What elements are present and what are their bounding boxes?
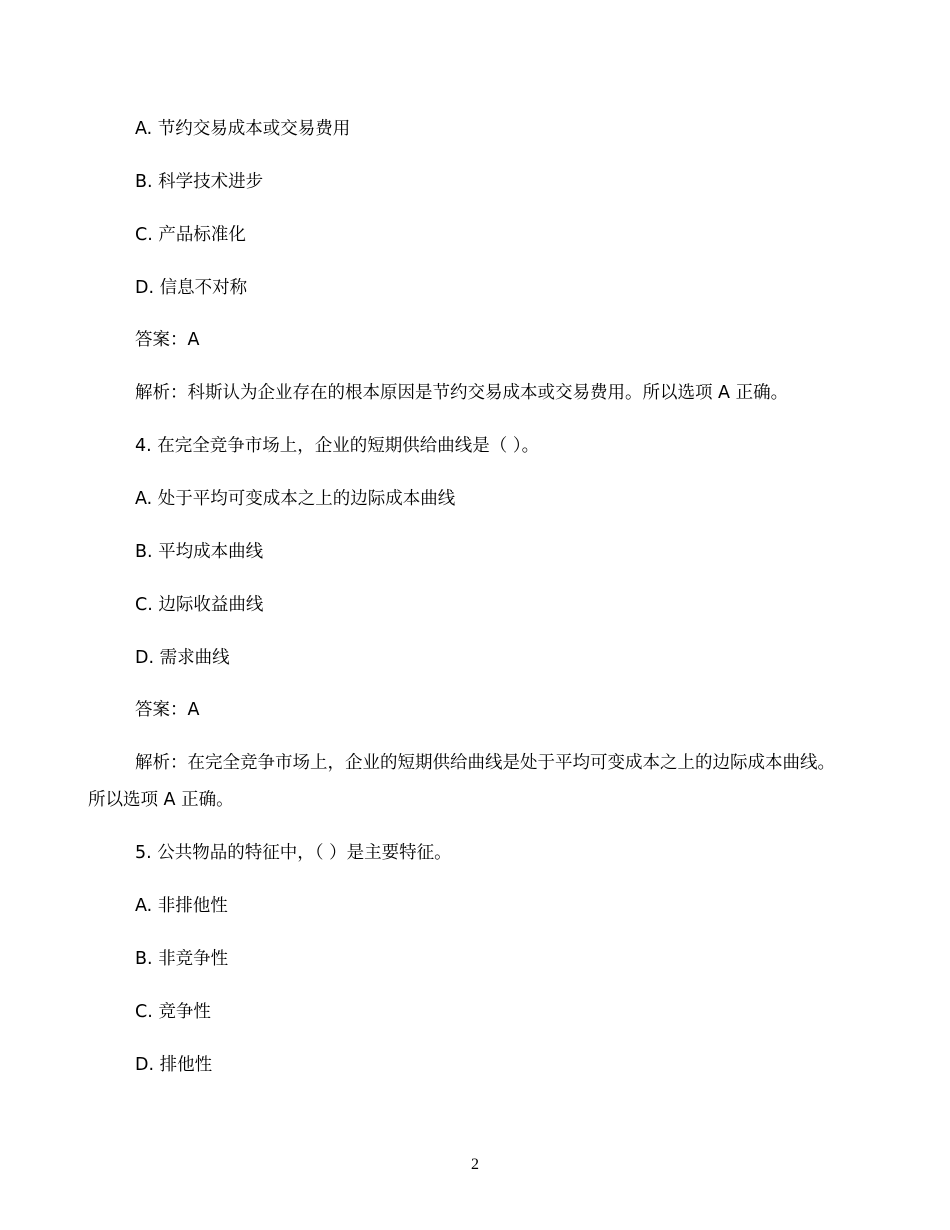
q4-answer: 答案：A: [135, 700, 200, 720]
q4-analysis-line1: 解析：在完全竞争市场上，企业的短期供给曲线是处于平均可变成本之上的边际成本曲线。: [135, 753, 835, 773]
q3-option-d: D. 信息不对称: [135, 278, 248, 298]
q4-option-d: D. 需求曲线: [135, 648, 230, 668]
q5-option-b: B. 非竞争性: [135, 949, 229, 969]
q3-option-a: A. 节约交易成本或交易费用: [135, 119, 351, 139]
q4-option-b: B. 平均成本曲线: [135, 542, 264, 562]
q5-option-c: C. 竞争性: [135, 1002, 211, 1022]
q5-option-a: A. 非排他性: [135, 896, 228, 916]
q5-option-d: D. 排他性: [135, 1055, 213, 1075]
q3-answer: 答案：A: [135, 330, 200, 350]
q4-question: 4. 在完全竞争市场上，企业的短期供给曲线是（ ）。: [135, 436, 540, 456]
q3-option-c: C. 产品标准化: [135, 225, 246, 245]
q3-analysis: 解析：科斯认为企业存在的根本原因是节约交易成本或交易费用。所以选项 A 正确。: [135, 383, 789, 403]
q4-option-a: A. 处于平均可变成本之上的边际成本曲线: [135, 489, 456, 509]
q4-analysis-line2: 所以选项 A 正确。: [88, 790, 234, 810]
q5-question: 5. 公共物品的特征中，（ ）是主要特征。: [135, 843, 452, 863]
q4-option-c: C. 边际收益曲线: [135, 595, 264, 615]
page-number: 2: [471, 1156, 479, 1173]
q3-option-b: B. 科学技术进步: [135, 172, 264, 192]
